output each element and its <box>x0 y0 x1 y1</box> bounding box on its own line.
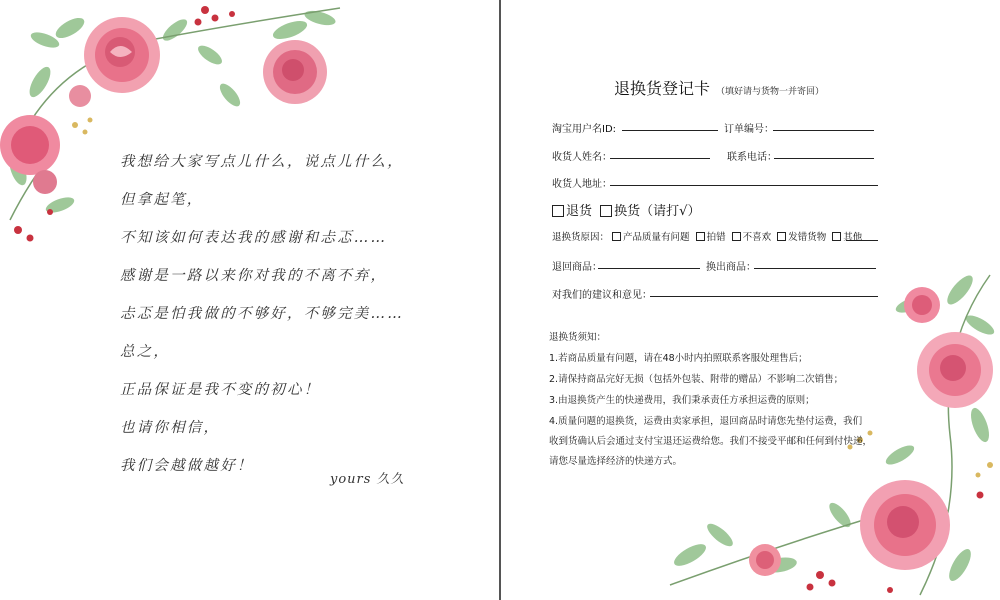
reason-other-field[interactable] <box>846 240 878 241</box>
exchange-checkbox[interactable] <box>600 205 612 217</box>
form-title-note: （填好请与货物一并寄回） <box>716 87 825 97</box>
note-item: 4.质量问题的退换货，运费由卖家承担，退回商品时请您先垫付运费，我们 <box>549 416 863 427</box>
suggestion-label: 对我们的建议和意见： <box>552 290 652 301</box>
letter-line: 正品保证是我不变的初心！ <box>120 382 321 398</box>
taobao-id-label: 淘宝用户名ID: <box>552 124 617 135</box>
page-divider <box>499 0 501 600</box>
form-title-text: 退换货登记卡 <box>614 79 711 98</box>
exchange-option-label: 换货（请打√） <box>614 204 701 219</box>
address-field[interactable] <box>610 185 878 186</box>
return-item-field[interactable] <box>598 268 700 269</box>
letter-line: 感谢是一路以来你对我的不离不弃， <box>120 268 388 284</box>
letter-signature: yours 久久 <box>330 472 405 487</box>
reason-option-label: 拍错 <box>706 232 726 243</box>
notes-title: 退换货须知： <box>549 332 607 343</box>
note-item: 2.请保持商品完好无损（包括外包装、附带的赠品）不影响二次销售； <box>549 374 844 385</box>
reason-checkbox-wrong-order[interactable] <box>696 232 705 241</box>
note-item: 收到货确认后会通过支付宝退还运费给您。我们不接受平邮和任何到付快递， <box>549 436 873 447</box>
return-checkbox[interactable] <box>552 205 564 217</box>
form-title <box>614 76 824 99</box>
return-item-label: 退回商品： <box>552 262 602 273</box>
return-option-label: 退货 <box>566 204 593 219</box>
return-reasons <box>552 229 865 243</box>
receiver-name-label: 收货人姓名： <box>552 152 612 163</box>
reason-checkbox-dislike[interactable] <box>732 232 741 241</box>
reason-option-label: 产品质量有问题 <box>623 232 690 243</box>
letter-line: 我们会越做越好！ <box>120 458 254 474</box>
letter-line: 总之， <box>120 344 171 360</box>
letter-body <box>120 146 440 488</box>
suggestion-field[interactable] <box>650 296 878 297</box>
phone-label: 联系电话： <box>727 152 777 163</box>
receiver-name-field[interactable] <box>610 158 710 159</box>
reason-option-label: 发错货物 <box>788 232 827 243</box>
letter-line: 但拿起笔， <box>120 192 204 208</box>
note-item: 3.由退换货产生的快递费用，我们秉承责任方承担运费的原则； <box>549 395 815 406</box>
address-label: 收货人地址： <box>552 179 612 190</box>
exchange-item-label: 换出商品： <box>706 262 756 273</box>
taobao-id-field[interactable] <box>622 130 718 131</box>
reason-label: 退换货原因： <box>552 232 610 243</box>
reason-checkbox-wrong-item[interactable] <box>777 232 786 241</box>
letter-line: 也请你相信， <box>120 420 221 436</box>
order-number-field[interactable] <box>773 130 874 131</box>
letter-line: 忐忑是怕我做的不够好，不够完美…… <box>120 306 404 322</box>
exchange-item-field[interactable] <box>754 268 876 269</box>
return-type-options <box>552 200 700 219</box>
note-item: 请您尽量选择经济的快递方式。 <box>549 456 683 467</box>
note-item: 1.若商品质量有问题，请在48小时内拍照联系客服处理售后； <box>549 353 808 364</box>
letter-line: 不知该如何表达我的感谢和忐忑…… <box>120 230 388 246</box>
order-number-label: 订单编号： <box>724 124 774 135</box>
phone-field[interactable] <box>774 158 874 159</box>
reason-option-label: 其他 <box>843 232 863 243</box>
reason-checkbox-quality[interactable] <box>612 232 621 241</box>
reason-option-label: 不喜欢 <box>742 232 772 243</box>
return-notes <box>549 327 894 472</box>
letter-line: 我想给大家写点儿什么，说点儿什么， <box>120 154 404 170</box>
reason-checkbox-other[interactable] <box>832 232 841 241</box>
